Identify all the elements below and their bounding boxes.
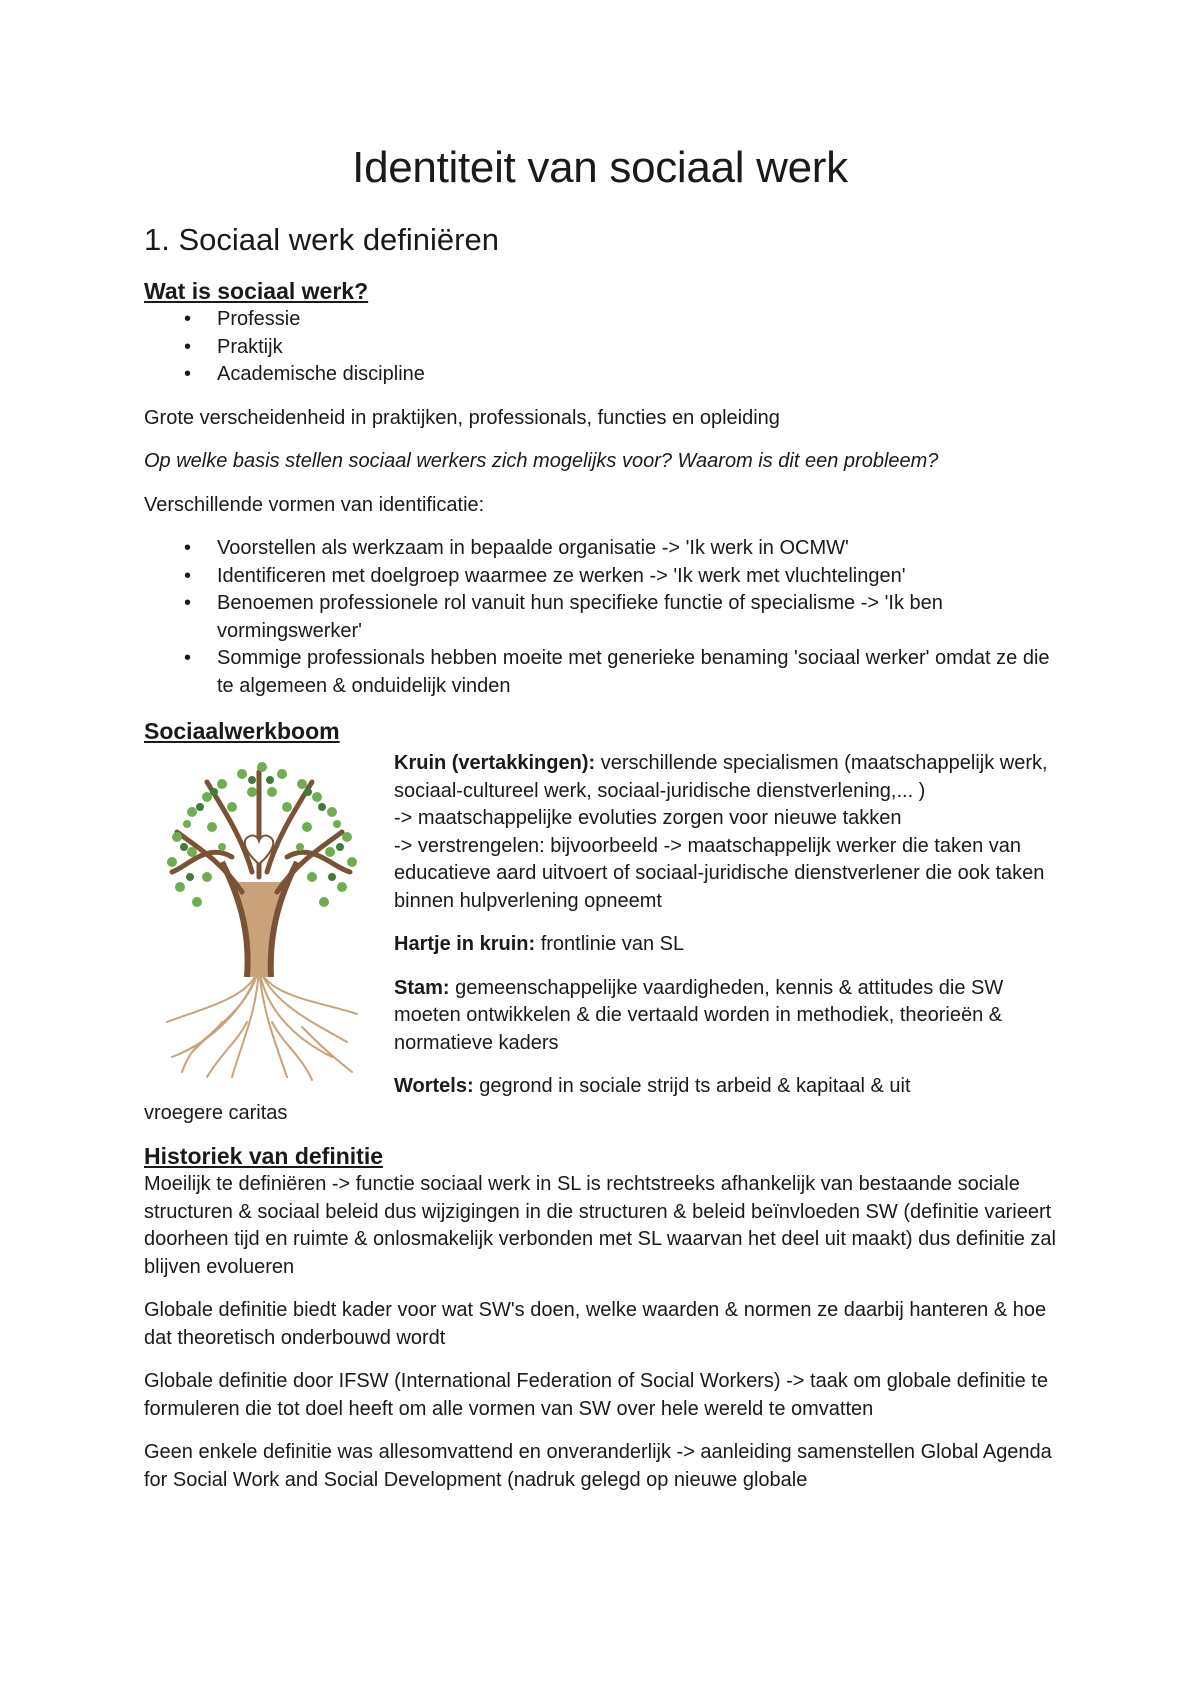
wortels-continuation: vroegere caritas: [144, 1101, 288, 1124]
section-heading: 1. Sociaal werk definiëren: [144, 222, 499, 257]
paragraph: Verschillende vormen van identificatie:: [144, 493, 485, 516]
wortels-text: gegrond in sociale strijd ts arbeid & kapitaal & uit: [473, 1075, 911, 1097]
kruin-line: -> verstrengelen: bijvoorbeeld -> maatschappelijk werker die taken van educatieve aard uitvoert of sociaal-juridische dienstverlener die ook taken binnen hulpverlening opneemt: [394, 834, 1045, 912]
list-item: • Voorstellen als werkzaam in bepaalde organisatie -> 'Ik werk in OCMW': [144, 535, 1064, 563]
subheading-tree: Sociaalwerkboom: [144, 718, 340, 744]
paragraph: Grote verscheidenheid in praktijken, professionals, functies en opleiding: [144, 406, 780, 429]
page-title: Identiteit van sociaal werk: [352, 143, 848, 192]
list-item: • Professie: [144, 306, 1064, 334]
subheading-history: Historiek van definitie: [144, 1143, 384, 1169]
what-list: [144, 306, 1064, 389]
kruin-text: verschillende specialismen (maatschappelijk werk, sociaal-cultureel werk, sociaal-juridische dienstverlening,... ): [394, 752, 1048, 802]
tree-block: [144, 750, 1064, 1127]
list-item: • Sommige professionals hebben moeite met generieke benaming 'sociaal werker' omdat ze die te algemeen & onduidelijk vinden: [144, 645, 1064, 700]
tree-description: [394, 750, 1064, 1101]
stam-text: gemeenschappelijke vaardigheden, kennis & attitudes die SW moeten ontwikkelen & die vertaald worden in methodiek, theorieën & normatieve kaders: [394, 976, 1004, 1054]
kruin-line: -> maatschappelijke evoluties zorgen voor nieuwe takken: [394, 807, 902, 829]
subheading-what: Wat is sociaal werk?: [144, 278, 369, 304]
list-item: • Identificeren met doelgroep waarmee ze werken -> 'Ik werk met vluchtelingen': [144, 563, 1064, 591]
wortels-label: Wortels:: [394, 1075, 474, 1097]
paragraph: Globale definitie biedt kader voor wat SW's doen, welke waarden & normen ze daarbij hanteren & hoe dat theoretisch onderbouwd wordt: [144, 1299, 1047, 1349]
hartje-label: Hartje in kruin:: [394, 933, 536, 955]
list-item: • Benoemen professionele rol vanuit hun specifieke functie of specialisme -> 'Ik ben vormingswerker': [144, 590, 1064, 645]
kruin-label: Kruin (vertakkingen):: [394, 752, 596, 774]
list-item: • Academische discipline: [144, 361, 1064, 389]
paragraph: Geen enkele definitie was allesomvattend en onveranderlijk -> aanleiding samenstellen Global Agenda for Social Work and Social Development (nadruk gelegd op nieuwe globale: [144, 1441, 1052, 1491]
list-item: • Praktijk: [144, 334, 1064, 362]
paragraph: Moeilijk te definiëren -> functie sociaal werk in SL is rechtstreeks afhankelijk van bestaande sociale structuren & sociaal beleid dus wijzigingen in die structuren & beleid beïnvloeden SW (definitie varieert doorheen tijd en ruimte & onlosmakelijk verbonden met SL waarvan het deel uit maakt) dus definitie zal blijven evolueren: [144, 1173, 1056, 1278]
stam-label: Stam:: [394, 976, 450, 999]
tree-illustration: [152, 752, 367, 1082]
hartje-text: frontlinie van SL: [535, 933, 685, 955]
paragraph: Globale definitie door IFSW (International Federation of Social Workers) -> taak om globale definitie te formuleren die tot doel heeft om alle vormen van SW over hele wereld te omvatten: [144, 1370, 1048, 1420]
document-body: [144, 276, 1064, 1510]
identification-list: [144, 535, 1064, 700]
question-paragraph: Op welke basis stellen sociaal werkers zich mogelijks voor? Waarom is dit een probleem?: [144, 450, 939, 472]
